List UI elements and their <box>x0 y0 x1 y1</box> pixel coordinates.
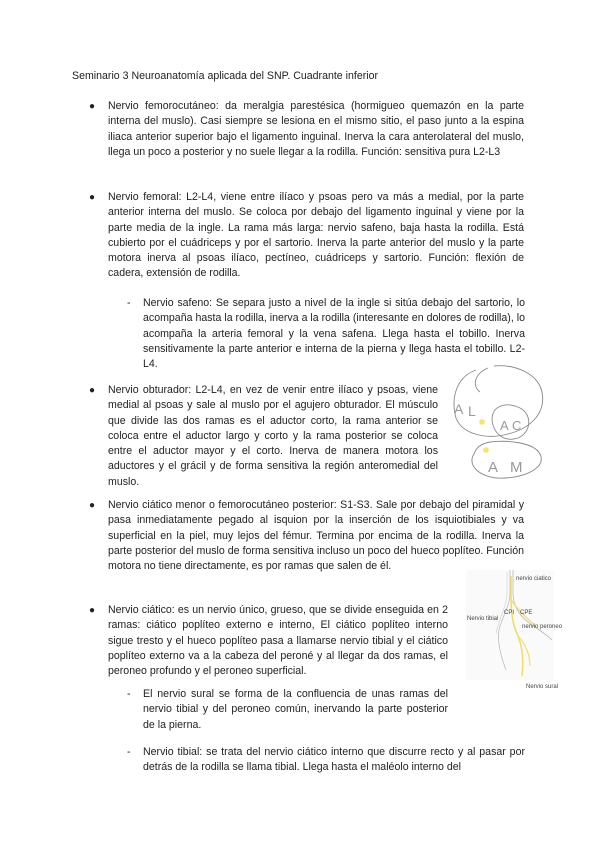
dash-icon: - <box>127 688 131 700</box>
item-safeno: Nervio safeno: Se separa justo a nivel de la ingle si sitúa debajo del sartorio, lo acompaña hasta la rodilla, inerva a la rodilla (interesante en dolores de rodilla), lo acompaña la arteria femoral y la vena safena. Llega hasta el tobillo. Inerva sensitivamente la parte anterior e interna de la pierna y llega hasta el tobillo. L2-L4. <box>143 297 525 371</box>
obturador-sketch <box>446 362 558 494</box>
item-ciatico-menor: Nervio ciático menor o femorocutáneo posterior: S1-S3. Sale por debajo del piramidal y pasa inmediatamente pegado al isquion por la inserción de los isquiotibiales y va superficial en la piel, muy lejos del fémur. Termina por encima de la rodilla. Inerva la parte posterior del muslo de forma sensitiva incluso un poco del hueco poplíteo. Función motora no tiene directamente, es por ramas que salen de él. <box>108 499 524 573</box>
diagram-label-sural: Nervio sural <box>526 684 559 690</box>
item-femorocutaneo: Nervio femorocutáneo: da meralgia parestésica (hormigueo quemazón en la parte interna del muslo). Casi siempre se lesiona en el mismo sitio, el paso junto a la espina iliaca anterior superior bajo el ligamento inguinal. Inerva la cara anterolateral del muslo, llega un poco a posterior y no suele llegar a la rodilla. Función: sensitiva pura L2-L3 <box>108 100 524 158</box>
dash-icon: - <box>127 297 131 309</box>
item-tibial: Nervio tibial: se trata del nervio ciático interno que discurre recto y al pasar por detrás de la rodilla se llama tibial. Llega hasta el maléolo interno del <box>143 746 525 774</box>
diagram-label-tibial: Nervio tibial <box>467 616 499 622</box>
bullet-icon: ● <box>89 500 96 511</box>
item-sural: El nervio sural se forma de la confluencia de unas ramas del nervio tibial y del peroneo común, inervando la parte posterior de la pierna. <box>143 688 448 731</box>
sketch-dot-upper <box>479 419 485 425</box>
dash-icon: - <box>127 746 131 758</box>
item-ciatico: Nervio ciático: es un nervio único, grueso, que se divide enseguida en 2 ramas: ciático poplíteo externo e interno, El ciático poplíteo interno sigue tresto y el hueco poplíteo pasa a llamarse nervio tibial y el ciático poplíteo externo va a la cabeza del peroné y al llegar da dos ramas, el peroneo profundo y el peroneo superficial. <box>108 604 448 678</box>
bullet-icon: ● <box>89 605 96 616</box>
diagram-label-cpi: CPI <box>504 610 515 616</box>
ciatico-diagram <box>466 570 563 680</box>
bullet-icon: ● <box>89 192 96 203</box>
sketch-letter-a3: A <box>488 459 499 476</box>
page-title: Seminario 3 Neuroanatomía aplicada del SNP. Cuadrante inferior <box>72 70 379 82</box>
item-femoral: Nervio femoral: L2-L4, viene entre ilíaco y psoas pero va más a medial, por la parte anterior interna del muslo. Se coloca por debajo del ligamento inguinal y viene por la parte media de la ingle. La rama más larga: nervio safeno, baja hasta la rodilla. Está cubierto por el cuádriceps y por el sartorio. Inerva la parte anterior del muslo y la parte motora inerva al psoas ilíaco, pectíneo, cuádriceps y sartorio. Función: flexión de cadera, extensión de rodilla. <box>108 191 524 280</box>
sketch-dot-lower <box>483 447 489 453</box>
item-obturador: Nervio obturador: L2-L4, en vez de venir entre ilíaco y psoas, viene medial al psoas y sale al muslo por el agujero obturador. El músculo que divide las dos ramas es el aductor corto, la rama anterior se coloca entre el aductor largo y corto y la rama posterior se coloca entre el aductor mayor y el corto. Inerva de manera motora los aductores y el grácil y de forma sensitiva la región anteromedial del muslo. <box>108 384 438 488</box>
sketch-letter-m: M <box>510 459 523 476</box>
sketch-letter-l: L <box>468 403 476 419</box>
bullet-icon: ● <box>89 385 96 396</box>
diagram-label-ciatico: nervio ciatico <box>516 576 552 582</box>
sketch-letter-c: C <box>512 418 522 433</box>
diagram-label-cpe: CPE <box>520 610 533 616</box>
sketch-letter-a1: A <box>454 401 464 417</box>
bullet-icon: ● <box>89 101 96 112</box>
diagram-label-peroneo: nervio peroneo <box>522 624 563 630</box>
sketch-letter-a2: A <box>500 418 509 433</box>
